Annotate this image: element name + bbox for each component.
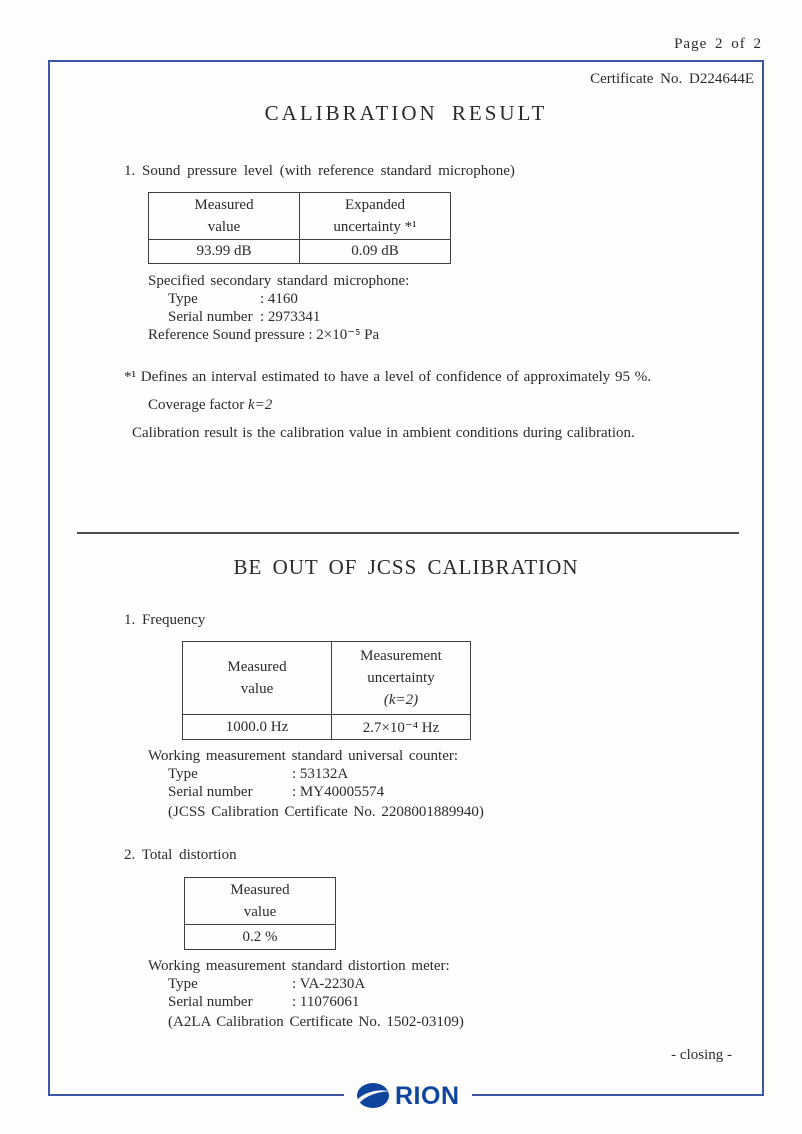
ambient-conditions-note: Calibration result is the calibration value in ambient conditions during calibration. xyxy=(132,425,635,441)
page-number: Page 2 of 2 xyxy=(674,36,762,52)
table-header-row xyxy=(183,642,471,715)
detail-line-type xyxy=(168,290,762,308)
header-line: value xyxy=(240,681,274,697)
uncertainty-cell: 0.09 dB xyxy=(300,240,451,264)
detail-line-type xyxy=(168,975,762,993)
expanded-uncertainty-header xyxy=(300,193,451,240)
coverage-factor xyxy=(148,396,762,414)
table-row xyxy=(185,925,336,950)
distortion-table xyxy=(184,877,336,950)
section-divider xyxy=(77,532,739,534)
measured-value-cell: 1000.0 Hz xyxy=(183,715,332,740)
jcss-section-title: BE OUT OF JCSS CALIBRATION xyxy=(233,555,579,579)
coverage-factor-text: Coverage factor xyxy=(148,397,248,413)
sound-pressure-table xyxy=(148,192,451,264)
measured-value-header xyxy=(185,878,336,925)
header-line: Measured xyxy=(230,882,290,898)
detail-value: : MY40005574 xyxy=(292,784,385,800)
jcss-certificate-note: (JCSS Calibration Certificate No. 2208001889940) xyxy=(168,804,484,820)
table-row xyxy=(183,715,471,740)
measured-value-cell: 0.2 % xyxy=(185,925,336,950)
distortion-heading: 2. Total distortion xyxy=(124,847,237,863)
detail-value: : 53132A xyxy=(292,766,349,782)
uncertainty-footnote: *¹ Defines an interval estimated to have a level of confidence of approximately 95 %. xyxy=(124,369,652,385)
reference-sound-pressure: Reference Sound pressure : 2×10⁻⁵ Pa xyxy=(148,327,380,343)
detail-value: : 2973341 xyxy=(260,309,321,325)
measured-value-cell: 93.99 dB xyxy=(149,240,300,264)
page-border-frame xyxy=(48,60,764,1096)
frequency-heading: 1. Frequency xyxy=(124,612,206,628)
page-title: CALIBRATION RESULT xyxy=(264,101,548,125)
header-line: Expanded xyxy=(345,197,405,213)
measurement-uncertainty-header xyxy=(332,642,471,715)
a2la-certificate-note: (A2LA Calibration Certificate No. 1502-03109) xyxy=(168,1014,464,1030)
certificate-number: Certificate No. D224644E xyxy=(590,71,754,87)
detail-label: Type xyxy=(168,976,198,992)
header-line: Measurement xyxy=(360,648,442,664)
coverage-factor-k: k=2 xyxy=(247,397,273,413)
distortion-meter-title: Working measurement standard distortion meter: xyxy=(148,958,450,974)
table-header-row xyxy=(149,193,451,240)
header-line: value xyxy=(207,219,241,235)
frequency-table xyxy=(182,641,471,740)
header-line: value xyxy=(243,904,277,920)
rion-globe-icon xyxy=(356,1082,390,1109)
header-line-k: (k=2) xyxy=(383,692,419,708)
detail-value: : VA-2230A xyxy=(292,976,366,992)
measured-value-header xyxy=(183,642,332,715)
sound-pressure-heading: 1. Sound pressure level (with reference standard microphone) xyxy=(124,163,515,179)
measured-value-header xyxy=(149,193,300,240)
closing-text: - closing - xyxy=(671,1047,732,1063)
detail-label: Serial number xyxy=(168,994,253,1010)
header-line: uncertainty *¹ xyxy=(333,219,417,235)
universal-counter-title: Working measurement standard universal counter: xyxy=(148,748,459,764)
rion-logo-text: RION xyxy=(395,1081,460,1110)
rion-logo xyxy=(344,1080,472,1111)
detail-line-type xyxy=(168,765,762,783)
detail-label: Type xyxy=(168,291,198,307)
header-line: Measured xyxy=(194,197,254,213)
detail-value: : 4160 xyxy=(260,291,298,307)
header-line: Measured xyxy=(227,659,287,675)
table-header-row xyxy=(185,878,336,925)
header-line: uncertainty xyxy=(367,670,435,686)
detail-label: Serial number xyxy=(168,784,253,800)
detail-label: Type xyxy=(168,766,198,782)
spec-microphone-title: Specified secondary standard microphone: xyxy=(148,273,410,289)
table-row xyxy=(149,240,451,264)
detail-label: Serial number xyxy=(168,309,253,325)
detail-line-serial xyxy=(168,783,762,801)
detail-value: : 11076061 xyxy=(292,994,360,1010)
uncertainty-cell: 2.7×10⁻⁴ Hz xyxy=(332,715,471,740)
detail-line-serial xyxy=(168,993,762,1011)
detail-line-serial xyxy=(168,308,762,326)
